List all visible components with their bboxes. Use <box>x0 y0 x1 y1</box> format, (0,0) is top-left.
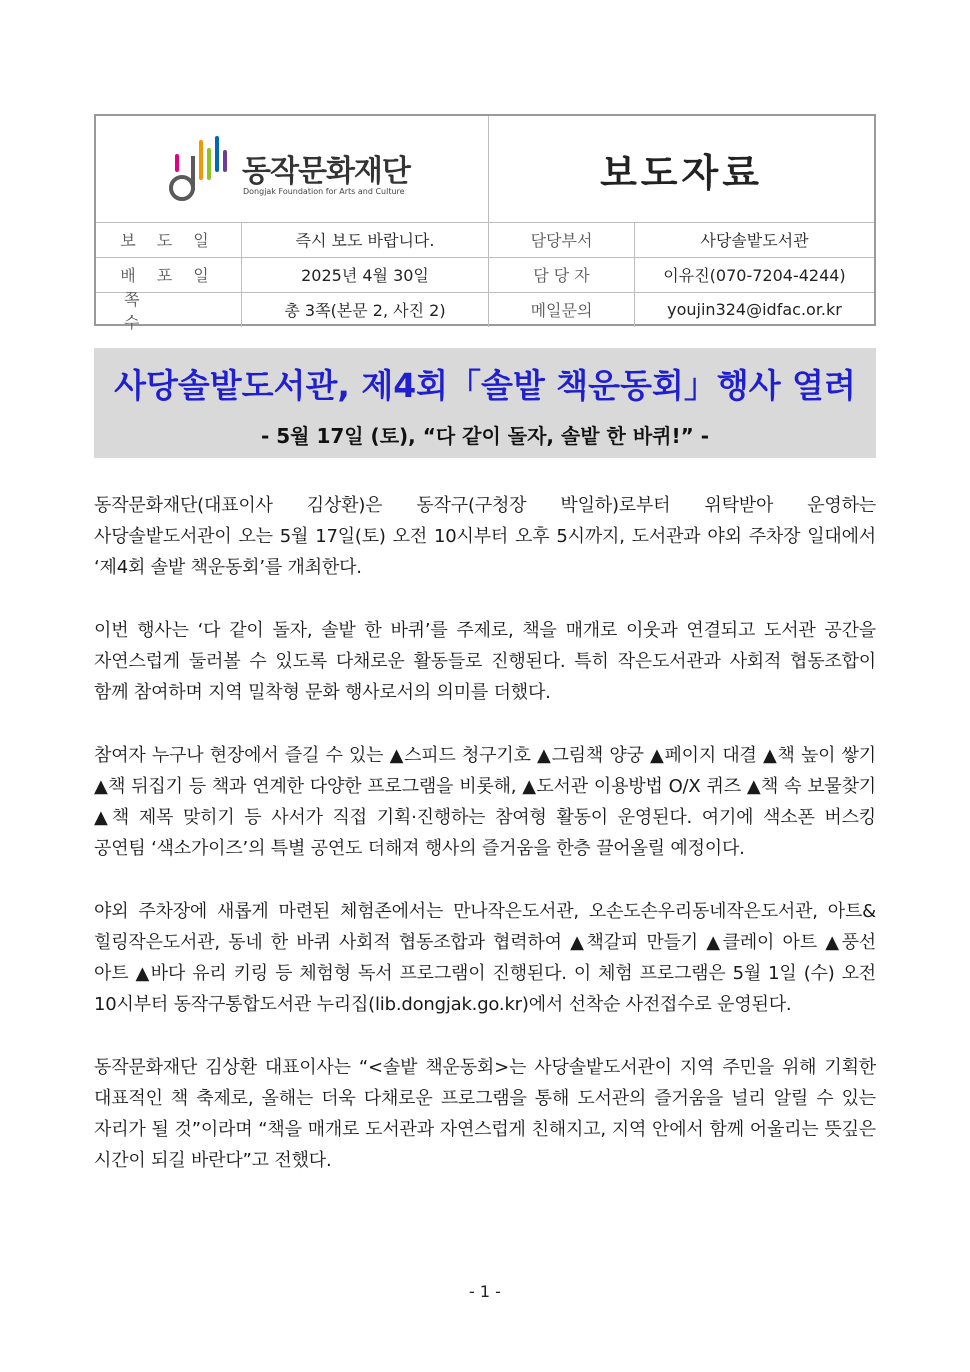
info-row <box>96 222 874 258</box>
press-header-table <box>94 114 876 332</box>
logo-name: 동작문화재단 <box>242 154 410 189</box>
department-value: 사당솔밭도서관 <box>700 231 809 250</box>
distribution-date-label: 배 포 일 <box>96 257 242 292</box>
release-date-value: 즉시 보도 바랍니다. <box>242 222 489 257</box>
body-paragraph: 동작문화재단 김상환 대표이사는 “<솔밭 책운동회>는 사당솔밭도서관이 지역 주민을 위해 기획한 대표적인 책 축제로, 올해는 더욱 다채로운 프로그램을 통해 도서관의 즐거움을 널리 알릴 수 있는 자리가 될 것”이라며 “책을 매개로 도서관과 자연스럽게 친해지고, 지역 안에서 함께 어울리는 뜻깊은 시간이 되길 바란다”고 전했다. <box>94 1056 876 1172</box>
foundation-logo-icon <box>166 134 232 204</box>
page-count-label: 쪽 수 <box>96 292 242 327</box>
headline-banner <box>94 348 876 458</box>
headline-subtitle: - 5월 17일 (토), “다 같이 돌자, 솔밭 한 바퀴!” - <box>260 424 710 448</box>
email-value: youjin324@idfac.or.kr <box>667 300 842 319</box>
distribution-date-value: 2025년 4월 30일 <box>242 257 489 292</box>
release-date-label: 보 도 일 <box>96 222 242 257</box>
contact-person-label: 담 당 자 <box>489 257 635 292</box>
info-row <box>96 289 874 332</box>
department-label: 담당부서 <box>489 222 635 257</box>
logo-subtitle: Dongjak Foundation for Arts and Culture <box>243 187 405 196</box>
headline-title: 사당솔밭도서관, 제4회「솔밭 책운동회」행사 열려 <box>114 366 856 405</box>
email-label: 메일문의 <box>489 292 635 327</box>
page-count-value: 총 3쪽(본문 2, 사진 2) <box>242 292 489 327</box>
header-top-row <box>96 116 874 223</box>
body-paragraph: 동작문화재단(대표이사 김상환)은 동작구(구청장 박일하)로부터 위탁받아 운영하는 사당솔밭도서관이 오는 5월 17일(토) 오전 10시부터 오후 5시까지, 도서관과 야외 주차장 일대에서 ‘제4회 솔밭 책운동회’를 개최한다. <box>94 495 876 579</box>
body-paragraph: 야외 주차장에 새롭게 마련된 체험존에서는 만나작은도서관, 오손도손우리동네작은도서관, 아트&힐링작은도서관, 동네 한 바퀴 사회적 협동조합과 협력하여 ▲책갈피 만들기 ▲클레이 아트 ▲풍선 아트 ▲바다 유리 키링 등 체험형 독서 프로그램이 진행된다. 이 체험 프로그램은 5월 1일 (수) 오전 10시부터 동작구통합도서관 누리집(lib.dongjak.go.kr)에서 선착순 사전접수로 운영된다. <box>94 900 876 1016</box>
contact-person-value: 이유진(070-7204-4244) <box>663 266 846 285</box>
page-number: - 1 - <box>469 1282 501 1301</box>
document-title: 보도자료 <box>600 150 763 195</box>
body-paragraph: 이번 행사는 ‘다 같이 돌자, 솔밭 한 바퀴’를 주제로, 책을 매개로 이웃과 연결되고 도서관 공간을 자연스럽게 둘러볼 수 있도록 다채로운 활동들로 진행된다. 특히 작은도서관과 사회적 협동조합이 함께 참여하며 지역 밀착형 문화 행사로서의 의미를 더했다. <box>94 619 876 704</box>
logo-cell <box>96 116 489 222</box>
body-paragraph: 참여자 누구나 현장에서 즐길 수 있는 ▲스피드 청구기호 ▲그림책 양궁 ▲페이지 대결 ▲책 높이 쌓기 ▲책 뒤집기 등 책과 연계한 다양한 프로그램을 비롯해, ▲도서관 이용방법 O/X 퀴즈 ▲책 속 보물찾기 ▲책 제목 맞히기 등 사서가 직접 기획·진행하는 참여형 활동이 운영된다. 여기에 색소폰 버스킹 공연팀 ‘색소가이즈’의 특별 공연도 더해져 행사의 즐거움을 한층 끌어올릴 예정이다. <box>94 744 876 860</box>
article-body <box>94 490 876 1208</box>
